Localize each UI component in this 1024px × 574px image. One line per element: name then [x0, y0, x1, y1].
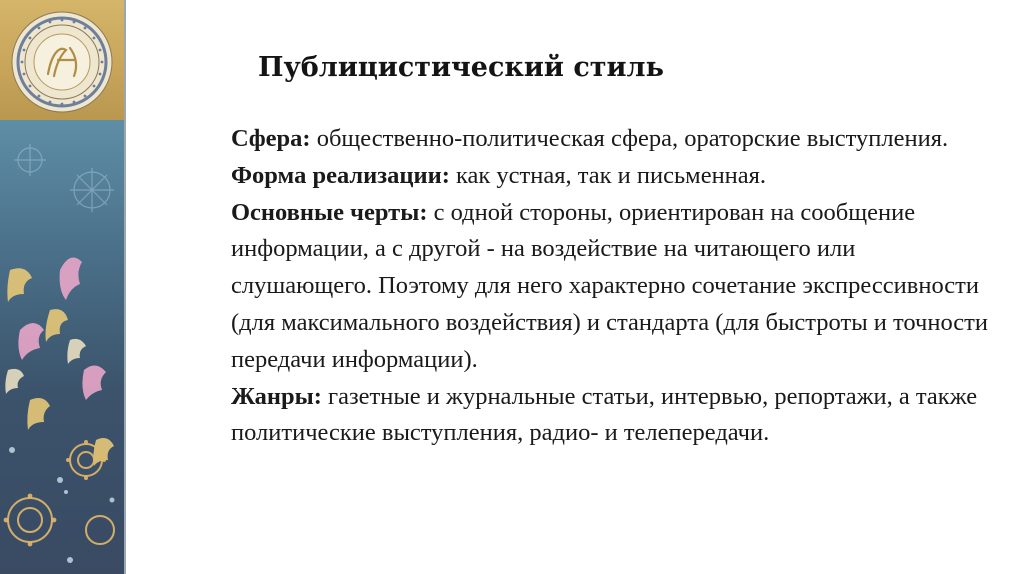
section-features	[231, 195, 1001, 379]
section-text: с одной стороны, ориентирован на сообщение информации, а с другой - на воздействие на читающего или слушающего. Поэтому для него характерно сочетание экспрессивности (для максимального воздействия) и стандарта (для быстроты и точности передачи информации).	[231, 198, 988, 373]
section-text: общественно-политическая сфера, ораторские выступления.	[310, 125, 949, 152]
section-label: Жанры:	[231, 382, 322, 410]
section-sphere	[231, 121, 1001, 158]
slide-title: Публицистический стиль	[258, 52, 664, 83]
section-genres	[231, 379, 1001, 453]
section-text: как устная, так и письменная.	[449, 161, 767, 189]
slide-body	[231, 121, 1001, 452]
section-text: газетные и журнальные статьи, интервью, репортажи, а также политические выступления, радио- и телепередачи.	[231, 382, 978, 447]
section-label: Основные черты:	[231, 198, 428, 226]
decorative-sidebar	[0, 0, 124, 574]
section-label: Сфера:	[231, 125, 311, 152]
section-form	[231, 158, 1001, 195]
logo-panel	[0, 0, 124, 120]
sidebar-divider	[124, 0, 126, 574]
ornament-band	[0, 120, 124, 574]
ornamental-figures-pattern	[0, 120, 124, 574]
university-seal-icon	[0, 0, 124, 120]
section-label: Форма реализации:	[231, 161, 450, 189]
